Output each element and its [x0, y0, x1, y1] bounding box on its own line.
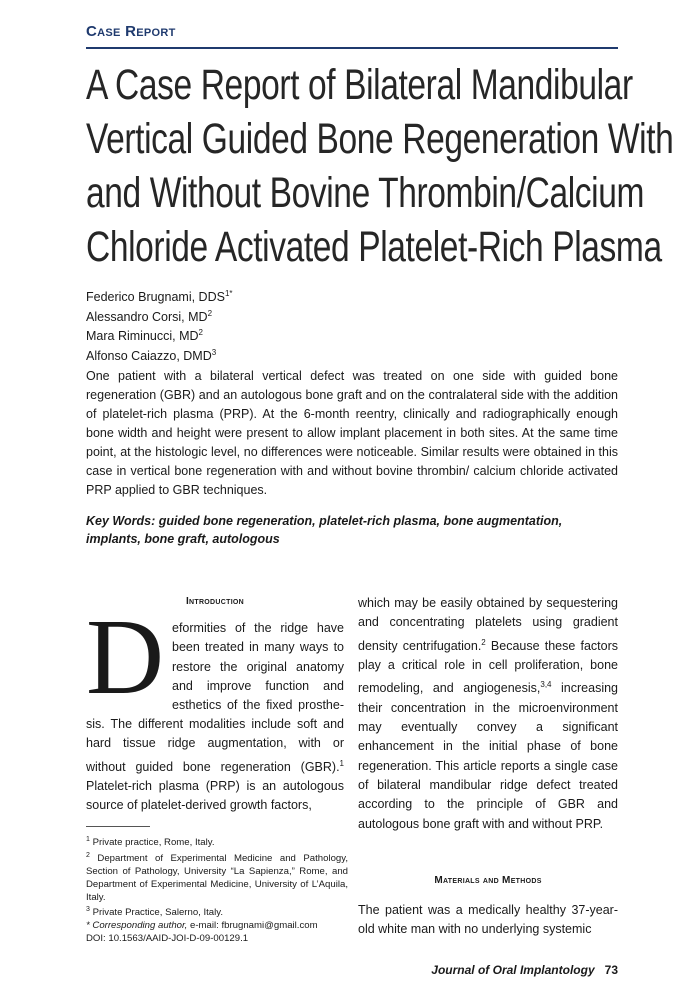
intro-body: sis. The different modalities include soft and hard tissue ridge augmentation, with or without guided bone regeneration (GBR).$^1$ Platelet-rich plasma (PRP) is an autologous source of platelet-derived growth factors, — [86, 717, 344, 813]
title-line: Vertical Guided Bone Regeneration With — [86, 115, 674, 163]
intro-line: and improve function and — [172, 678, 344, 693]
page-number: 73 — [604, 963, 618, 977]
article-title — [86, 58, 674, 274]
title-line: A Case Report of Bilateral Mandibular — [86, 61, 633, 109]
footnote: $^2$ Department of Experimental Medicine and Pathology, Section of Pathology, University “La Sapienza,” Rome, and Department of Experimental Medicine, University of L’Aquila, Italy. — [86, 851, 348, 903]
introduction-heading: Introduction — [185, 596, 245, 607]
title-line: Chloride Activated Platelet-Rich Plasma — [86, 223, 662, 271]
header-rule — [86, 47, 618, 49]
section-label: Case Report — [86, 23, 176, 40]
drop-cap: D — [86, 598, 164, 717]
title-line: and Without Bovine Thrombin/Calcium — [86, 169, 645, 217]
author: Alessandro Corsi, $MD^2$ — [86, 308, 213, 324]
author-list — [86, 286, 233, 365]
intro-line: eformities of the ridge have — [172, 621, 344, 635]
footnote: * Corresponding author, e-mail: fbrugnami@gmail.com — [86, 920, 318, 932]
methods-heading: Materials and Methods — [434, 875, 542, 886]
author: Federico Brugnami, $DDS^{1*}$ — [86, 289, 233, 305]
author: Alfonso Caiazzo, DMD$^3$ — [86, 347, 217, 364]
page-footer — [410, 963, 618, 977]
author: Mara Riminucci, $MD^2$ — [86, 328, 203, 344]
intro-line: restore the original anatomy — [172, 659, 344, 674]
abstract: One patient with a bilateral vertical defect was treated on one side with guided bone regeneration (GBR) and an autologous bone graft and on the contralateral side with the addition of platelet-rich plasma (PRP). At the 6-month reentry, clinically and radiographically enough bone width and height were present to allow implant placement in both sites. At the same time point, at the histologic level, no differences were noticeable. Similar results were obtained in this case in vertical bone regeneration with and without bovine thrombin/ calcium chloride activated PRP applied to GBR techniques. — [86, 369, 618, 497]
keywords: Key Words: guided bone regeneration, platelet-rich plasma, bone augmentation, implants, bone graft, autologous — [86, 514, 563, 546]
methods-body: The patient was a medically healthy 37-year-old white man with no underlying systemic — [358, 903, 618, 937]
intro-line: esthetics of the fixed prosthe- — [172, 698, 344, 713]
footnote: $^3$ Private Practice, Salerno, Italy. — [86, 906, 224, 919]
intro-wrapped-lines — [172, 619, 344, 715]
footnote: $^1$ Private practice, Rome, Italy. — [86, 836, 215, 849]
footnote-rule — [86, 826, 150, 827]
journal-name: Journal of Oral Implantology — [431, 963, 595, 977]
footnotes — [86, 834, 348, 946]
doi: DOI: 10.1563/AAID-JOI-D-09-00129.1 — [86, 933, 249, 945]
right-column-body: which may be easily obtained by sequestering and concentrating platelets using gradient density centrifugation.$^2$ Because these factors play a critical role in cell proliferation, bone remodeling, and angiogenesis,$^{3,4}$ increasing their concentration in the microenvironment may eventually convey a significant enhancement in the initial phase of bone regeneration. This article reports a single case of bilateral mandibular ridge defect treated according to the principle of GBR and autologous bone graft with and without PRP. — [358, 596, 619, 831]
intro-line: been treated in many ways to — [172, 640, 344, 655]
